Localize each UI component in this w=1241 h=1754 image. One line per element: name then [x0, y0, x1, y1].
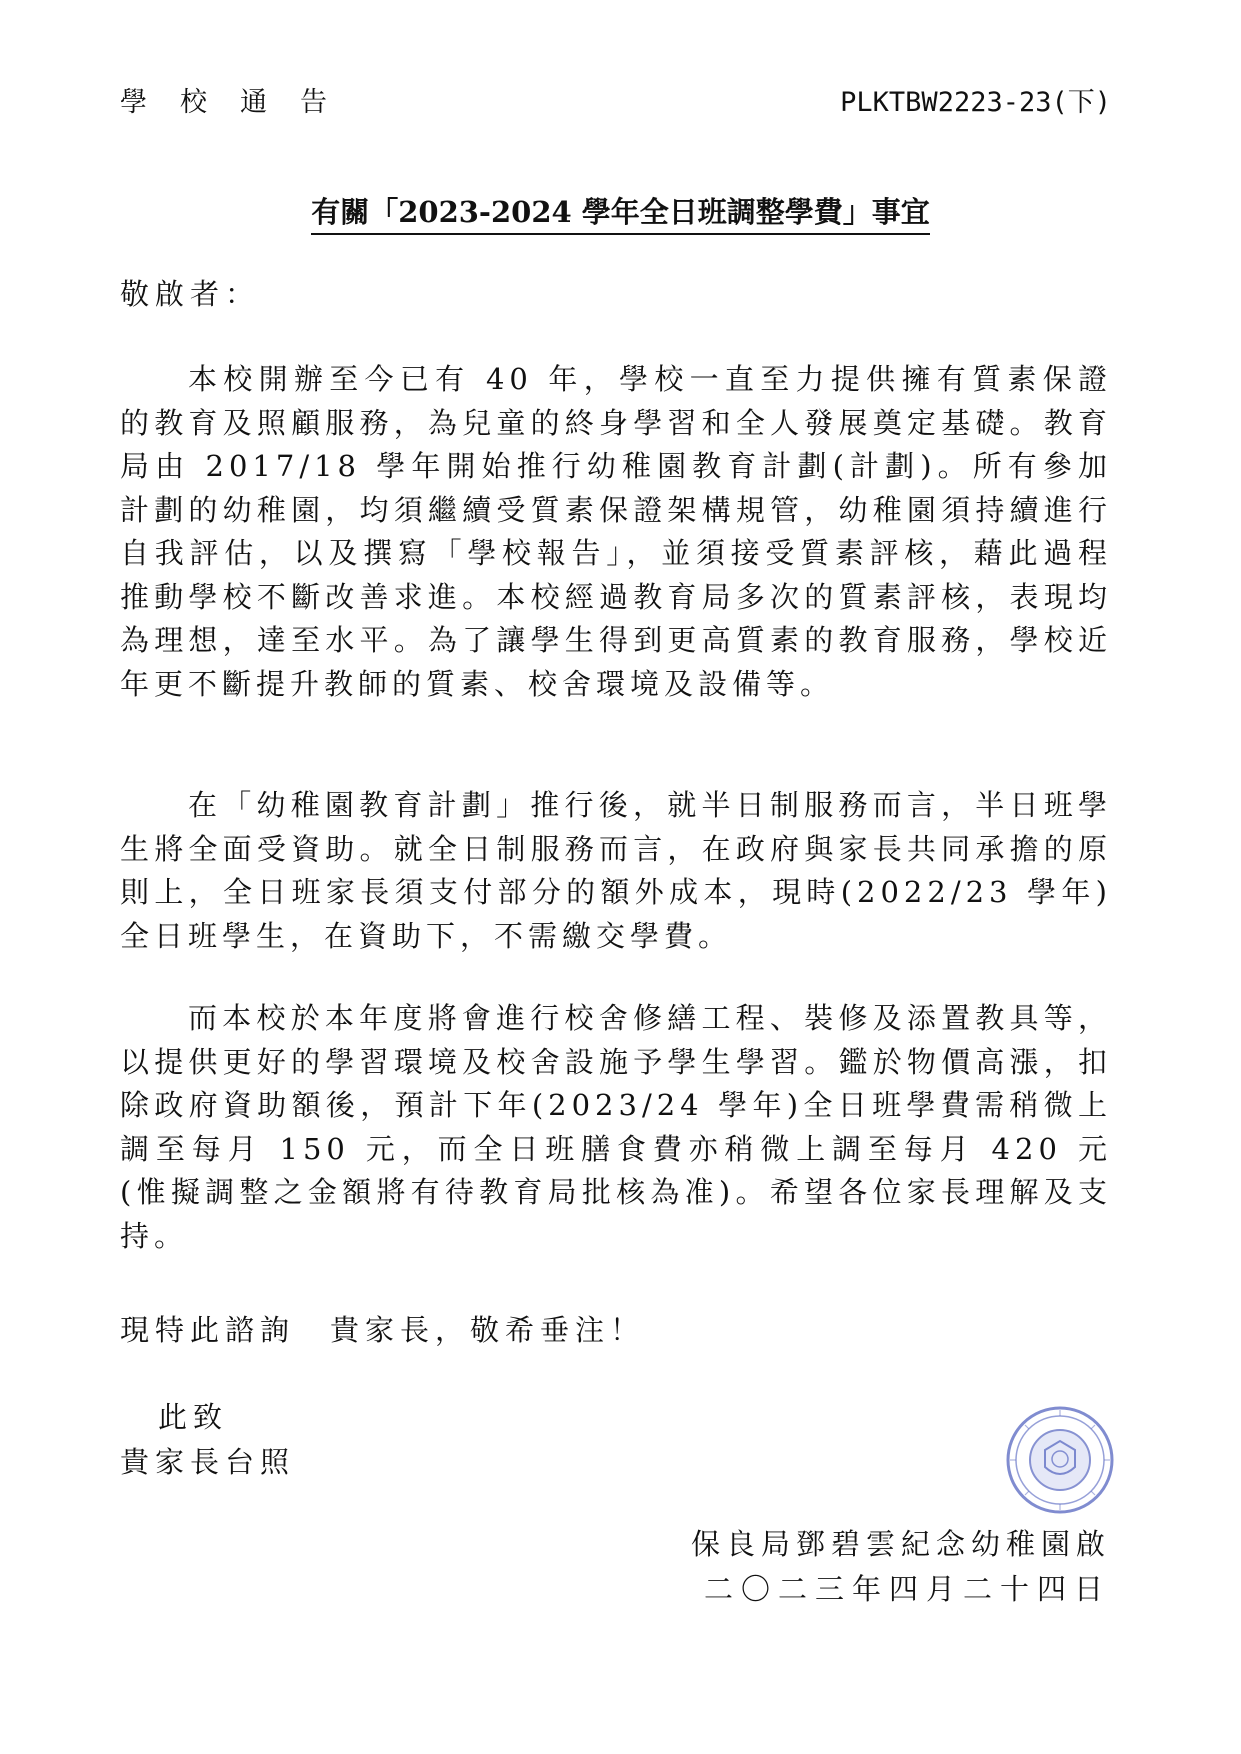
- document-title: [0, 190, 1241, 231]
- paragraph-2: 在「幼稚園教育計劃」推行後，就半日制服務而言，半日班學生將全面受資助。就全日制服務而言，在政府與家長共同承擔的原則上，全日班家長須支付部分的額外成本，現時(2022/23 學年)全日班學生，在資助下，不需繳交學費。: [120, 788, 1112, 953]
- notice-type: 學校通告: [120, 87, 360, 118]
- salutation: 敬啟者：: [120, 277, 261, 311]
- school-signature: 保良局鄧碧雲紀念幼稚園啟: [690, 1527, 1111, 1561]
- paragraph-3: 而本校於本年度將會進行校舍修繕工程、裝修及添置教具等，以提供更好的學習環境及校舍設施予學生學習。鑑於物價高漲，扣除政府資助額後，預計下年(2023/24 學年)全日班學費需稍微上調至每月 150 元，而全日班膳食費亦稍微上調至每月 420 元(惟擬調整之金額將有待教育局批核為准)。希望各位家長理解及支持。: [120, 1001, 1112, 1253]
- closing-remark: 現特此諮詢 貴家長，敬希垂注！: [120, 1313, 646, 1347]
- addressee: 貴家長台照: [120, 1445, 296, 1479]
- signoff: 此致: [158, 1400, 229, 1434]
- document-title-text: 有關「2023-2024 學年全日班調整學費」事宜: [311, 195, 930, 235]
- school-seal-icon: [1005, 1405, 1115, 1515]
- reference-number: PLKTBW2223-23(下): [840, 87, 1111, 118]
- paragraph-1: 本校開辦至今已有 40 年，學校一直至力提供擁有質素保證的教育及照顧服務，為兒童的終身學習和全人發展奠定基礎。教育局由 2017/18 學年開始推行幼稚園教育計劃(計劃)。所有參加計劃的幼稚園，均須繼續受質素保證架構規管，幼稚園須持續進行自我評估，以及撰寫「學校報告」，並須接受質素評核，藉此過程推動學校不斷改善求進。本校經過教育局多次的質素評核，表現均為理想，達至水平。為了讓學生得到更高質素的教育服務，學校近年更不斷提升教師的質素、校舍環境及設備等。: [120, 362, 1112, 701]
- letter-date: 二〇二三年四月二十四日: [703, 1572, 1111, 1606]
